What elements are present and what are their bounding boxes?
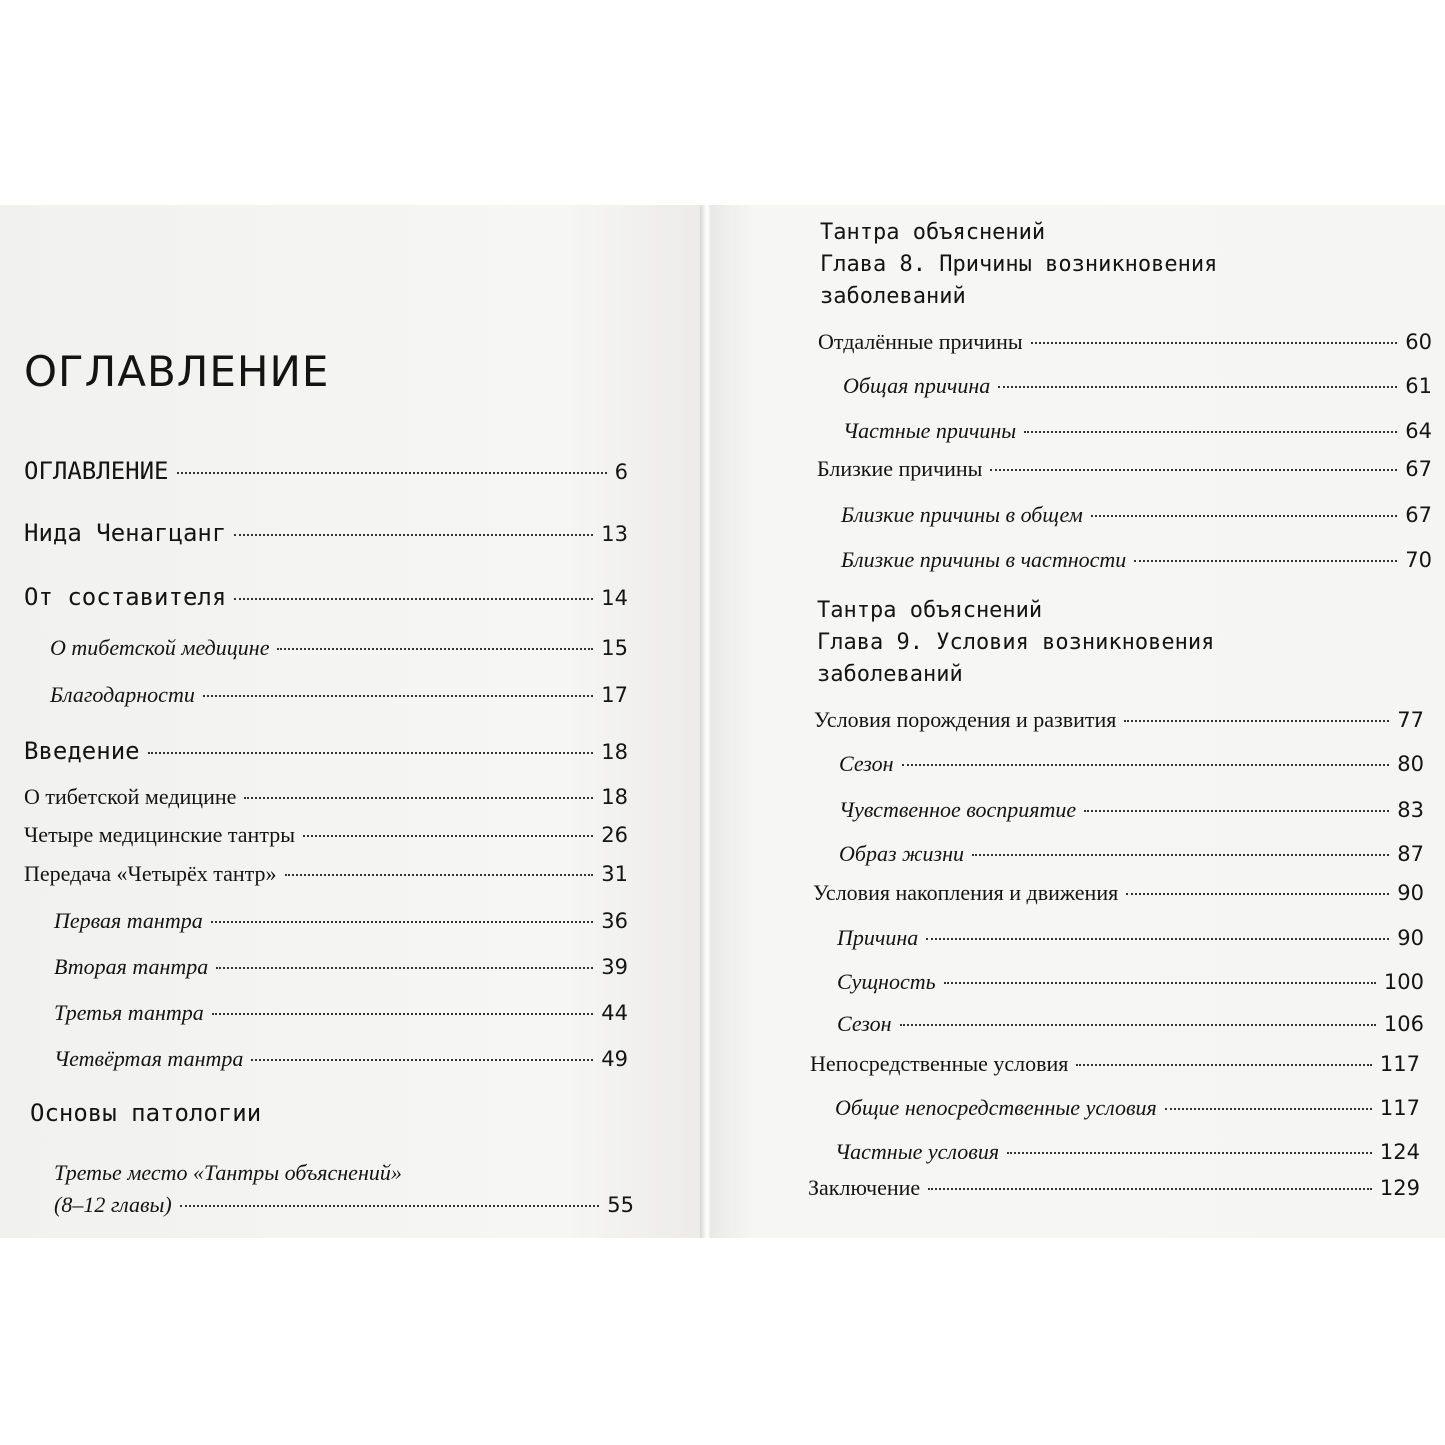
right-page bbox=[710, 205, 1445, 1238]
toc-entry-title: Сезон bbox=[839, 751, 894, 776]
toc-entry-title: От составителя bbox=[24, 583, 227, 611]
toc-entry-page: 67 bbox=[1405, 457, 1432, 481]
toc-entry-page: 26 bbox=[601, 823, 628, 847]
toc-entry-page: 117 bbox=[1379, 1052, 1420, 1076]
dot-leader bbox=[1126, 893, 1389, 895]
toc-entry-title: Близкие причины в частности bbox=[841, 547, 1127, 572]
toc-entry-page: 129 bbox=[1379, 1176, 1420, 1200]
left-page bbox=[0, 205, 703, 1238]
dot-leader bbox=[1091, 515, 1398, 517]
dot-leader bbox=[902, 764, 1390, 766]
toc-entry[interactable] bbox=[839, 797, 1424, 823]
toc-entry-title: Частные условия bbox=[835, 1139, 1000, 1164]
toc-entry[interactable] bbox=[843, 373, 1432, 399]
toc-entry[interactable] bbox=[24, 784, 628, 810]
section-heading-line3: заболеваний bbox=[820, 284, 966, 309]
toc-entry-page: 6 bbox=[614, 460, 628, 484]
dot-leader bbox=[251, 1059, 593, 1061]
toc-entry-title: Общая причина bbox=[843, 373, 991, 398]
toc-entry-title: Непосредственные условия bbox=[810, 1051, 1069, 1076]
toc-entry-page: 36 bbox=[601, 909, 628, 933]
toc-entry[interactable] bbox=[50, 635, 628, 661]
dot-leader bbox=[244, 797, 593, 799]
section-heading-line2: Глава 9. Условия возникновения bbox=[817, 630, 1215, 655]
toc-entry-page: 44 bbox=[601, 1001, 628, 1025]
dot-leader bbox=[1084, 810, 1389, 812]
dot-leader bbox=[234, 534, 593, 536]
toc-entry-page: 77 bbox=[1397, 708, 1424, 732]
toc-entry[interactable] bbox=[818, 329, 1432, 355]
toc-entry-title: Условия накопления и движения bbox=[813, 880, 1119, 905]
dot-leader bbox=[998, 386, 1397, 388]
toc-entry-page: 17 bbox=[601, 683, 628, 707]
dot-leader bbox=[1076, 1064, 1371, 1066]
toc-entry[interactable] bbox=[24, 457, 628, 485]
toc-entry[interactable] bbox=[837, 925, 1424, 951]
toc-entry-page: 124 bbox=[1379, 1140, 1420, 1164]
toc-entry-page: 14 bbox=[601, 586, 628, 610]
toc-entry-page: 83 bbox=[1397, 798, 1424, 822]
toc-entry[interactable] bbox=[54, 1000, 628, 1026]
toc-entry-title: ОГЛАВЛЕНИЕ bbox=[24, 457, 169, 485]
dot-leader bbox=[212, 1013, 594, 1015]
toc-entry-page: 80 bbox=[1397, 752, 1424, 776]
toc-entry-title: Первая тантра bbox=[54, 908, 203, 933]
toc-entry-page: 15 bbox=[601, 636, 628, 660]
toc-entry-page: 31 bbox=[601, 862, 628, 886]
toc-entry-title: Вторая тантра bbox=[54, 954, 209, 979]
section-heading bbox=[30, 1097, 261, 1129]
toc-entry[interactable] bbox=[839, 751, 1424, 777]
toc-entry[interactable] bbox=[843, 418, 1432, 444]
toc-entry[interactable] bbox=[24, 519, 628, 547]
dot-leader bbox=[148, 752, 594, 754]
toc-entry[interactable] bbox=[54, 1046, 628, 1072]
toc-entry-page: 60 bbox=[1405, 330, 1432, 354]
dot-leader bbox=[303, 835, 593, 837]
toc-entry-page: 55 bbox=[607, 1193, 634, 1217]
dot-leader bbox=[203, 695, 593, 697]
toc-entry-page: 64 bbox=[1405, 419, 1432, 443]
toc-entry-title: Четыре медицинские тантры bbox=[24, 822, 295, 847]
dot-leader bbox=[285, 874, 594, 876]
toc-entry[interactable] bbox=[837, 969, 1424, 995]
toc-entry[interactable] bbox=[24, 737, 628, 765]
toc-entry-title: Близкие причины в общем bbox=[841, 502, 1083, 527]
toc-entry[interactable] bbox=[841, 547, 1432, 573]
dot-leader bbox=[1031, 342, 1398, 344]
toc-entry-title: Чувственное восприятие bbox=[839, 797, 1077, 822]
toc-entry-title: Введение bbox=[24, 737, 140, 765]
dot-leader bbox=[990, 469, 1397, 471]
toc-entry-title: Передача «Четырёх тантр» bbox=[24, 861, 277, 886]
toc-entry[interactable] bbox=[813, 880, 1424, 906]
toc-entry[interactable] bbox=[808, 1175, 1420, 1201]
dot-leader bbox=[926, 938, 1389, 940]
toc-entry-title-line1: Третье место «Тантры объяснений» bbox=[54, 1160, 402, 1185]
dot-leader bbox=[900, 1024, 1376, 1026]
dot-leader bbox=[216, 967, 593, 969]
toc-entry-page: 49 bbox=[601, 1047, 628, 1071]
dot-leader bbox=[928, 1188, 1372, 1190]
toc-entry-page: 70 bbox=[1405, 548, 1432, 572]
toc-entry-title: Четвёртая тантра bbox=[54, 1046, 244, 1071]
section-heading bbox=[817, 595, 1214, 691]
toc-entry-page: 18 bbox=[601, 785, 628, 809]
toc-entry[interactable] bbox=[24, 822, 628, 848]
dot-leader bbox=[277, 648, 593, 650]
dot-leader bbox=[1134, 560, 1397, 562]
toc-entry-title: Нида Ченагцанг bbox=[24, 519, 227, 547]
dot-leader bbox=[177, 472, 607, 474]
toc-entry-page: 61 bbox=[1405, 374, 1432, 398]
dot-leader bbox=[234, 598, 593, 600]
section-heading-text: Основы патологии bbox=[30, 1099, 262, 1127]
toc-entry[interactable] bbox=[835, 1139, 1420, 1165]
toc-entry-title: Общие непосредственные условия bbox=[835, 1095, 1157, 1120]
dot-leader bbox=[211, 921, 594, 923]
dot-leader bbox=[972, 854, 1389, 856]
toc-entry-page: 39 bbox=[601, 955, 628, 979]
section-heading bbox=[820, 217, 1217, 313]
toc-entry[interactable] bbox=[841, 502, 1432, 528]
toc-entry-title: Условия порождения и развития bbox=[814, 707, 1117, 732]
toc-entry[interactable] bbox=[54, 954, 628, 980]
toc-entry-page: 90 bbox=[1397, 881, 1424, 905]
toc-entry-title: Сезон bbox=[837, 1011, 892, 1036]
toc-entry-title: Близкие причины bbox=[817, 456, 983, 481]
toc-entry[interactable] bbox=[54, 908, 628, 934]
toc-entry-title: Заключение bbox=[808, 1175, 921, 1200]
toc-entry-title: Благодарности bbox=[50, 682, 195, 707]
toc-entry-page: 13 bbox=[601, 522, 628, 546]
toc-entry-title: Третья тантра bbox=[54, 1000, 204, 1025]
toc-entry[interactable] bbox=[50, 682, 628, 708]
dot-leader bbox=[1024, 431, 1397, 433]
toc-entry-title: Сущность bbox=[837, 969, 936, 994]
section-heading-line3: заболеваний bbox=[817, 662, 963, 687]
toc-entry-title: Частные причины bbox=[843, 418, 1017, 443]
toc-entry-page: 90 bbox=[1397, 926, 1424, 950]
toc-entry-title: О тибетской медицине bbox=[50, 635, 270, 660]
toc-entry-page: 106 bbox=[1383, 1012, 1424, 1036]
toc-entry-page: 18 bbox=[601, 740, 628, 764]
section-heading-line1: Тантра объяснений bbox=[817, 598, 1043, 623]
dot-leader bbox=[944, 982, 1376, 984]
dot-leader bbox=[1007, 1152, 1372, 1154]
toc-entry-title: Образ жизни bbox=[839, 841, 964, 866]
toc-entry-title: О тибетской медицине bbox=[24, 784, 237, 809]
toc-entry-page: 87 bbox=[1397, 842, 1424, 866]
toc-entry[interactable] bbox=[24, 861, 628, 887]
page-heading: ОГЛАВЛЕНИЕ bbox=[24, 347, 330, 396]
toc-entry-page: 100 bbox=[1383, 970, 1424, 994]
toc-entry[interactable] bbox=[839, 841, 1424, 867]
dot-leader bbox=[1124, 720, 1389, 722]
section-heading-line1: Тантра объяснений bbox=[820, 220, 1046, 245]
toc-entry[interactable] bbox=[837, 1011, 1424, 1037]
toc-entry-title-line2: (8–12 главы) bbox=[54, 1192, 172, 1217]
toc-entry-multiline[interactable] bbox=[54, 1157, 634, 1221]
toc-entry-title: Отдалённые причины bbox=[818, 329, 1023, 354]
section-heading-line2: Глава 8. Причины возникновения bbox=[820, 252, 1218, 277]
toc-entry[interactable] bbox=[817, 456, 1432, 482]
toc-entry-page: 67 bbox=[1405, 503, 1432, 527]
dot-leader bbox=[1165, 1108, 1372, 1110]
toc-entry[interactable] bbox=[810, 1051, 1420, 1077]
dot-leader bbox=[180, 1205, 600, 1207]
toc-entry[interactable] bbox=[814, 707, 1424, 733]
toc-entry-title: Причина bbox=[837, 925, 919, 950]
toc-entry-page: 117 bbox=[1379, 1096, 1420, 1120]
toc-entry[interactable] bbox=[24, 583, 628, 611]
toc-entry[interactable] bbox=[835, 1095, 1420, 1121]
